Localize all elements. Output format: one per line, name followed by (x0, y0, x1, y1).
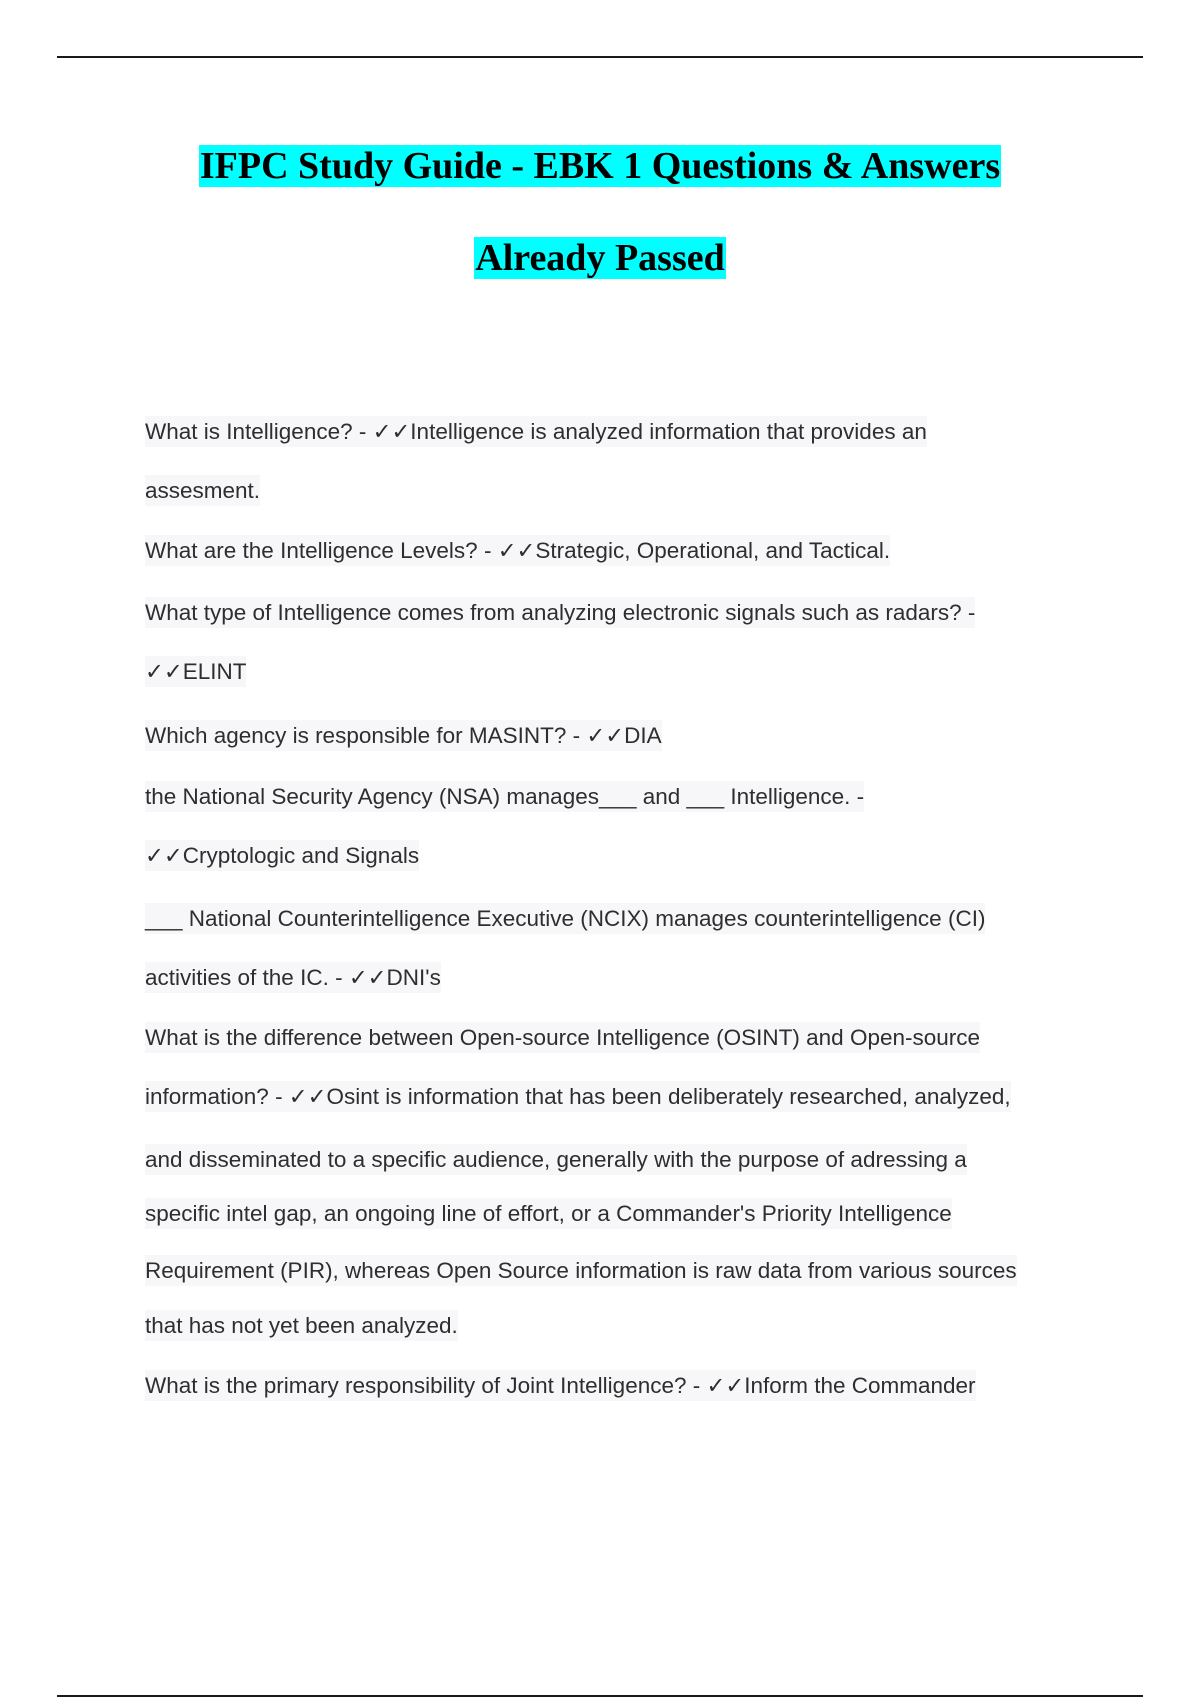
qa-line: What is Intelligence? - ✓✓Intelligence is analyzed information that provides an (145, 418, 1090, 446)
qa-line: What are the Intelligence Levels? - ✓✓Strategic, Operational, and Tactical. (145, 537, 1090, 565)
qa-line: ___ National Counterintelligence Executive (NCIX) manages counterintelligence (CI) (145, 905, 1090, 933)
qa-line: information? - ✓✓Osint is information that has been deliberately researched, analyzed, (145, 1083, 1090, 1111)
qa-line: Which agency is responsible for MASINT? - ✓✓DIA (145, 722, 1090, 750)
qa-line: Requirement (PIR), whereas Open Source information is raw data from various sources (145, 1257, 1090, 1285)
title-line-1 (0, 142, 1200, 234)
qa-line: What is the primary responsibility of Joint Intelligence? - ✓✓Inform the Commander (145, 1372, 1090, 1400)
document-title (0, 142, 1200, 326)
title-text-2: Already Passed (475, 237, 725, 279)
qa-line: ✓✓Cryptologic and Signals (145, 842, 1090, 870)
qa-line: activities of the IC. - ✓✓DNI's (145, 964, 1090, 992)
qa-line: ✓✓ELINT (145, 658, 1090, 686)
qa-line: What type of Intelligence comes from analyzing electronic signals such as radars? - (145, 599, 1090, 627)
top-rule (57, 56, 1143, 58)
qa-line: that has not yet been analyzed. (145, 1312, 1090, 1340)
qa-line: What is the difference between Open-source Intelligence (OSINT) and Open-source (145, 1024, 1090, 1052)
qa-line: and disseminated to a specific audience, generally with the purpose of adressing a (145, 1146, 1090, 1174)
qa-line: the National Security Agency (NSA) manages___ and ___ Intelligence. - (145, 783, 1090, 811)
bottom-rule (57, 1695, 1143, 1697)
qa-line: assesment. (145, 477, 1090, 505)
title-line-2 (0, 234, 1200, 326)
title-text-1: IFPC Study Guide - EBK 1 Questions & Answers (199, 145, 1001, 187)
qa-line: specific intel gap, an ongoing line of effort, or a Commander's Priority Intelligence (145, 1200, 1090, 1228)
